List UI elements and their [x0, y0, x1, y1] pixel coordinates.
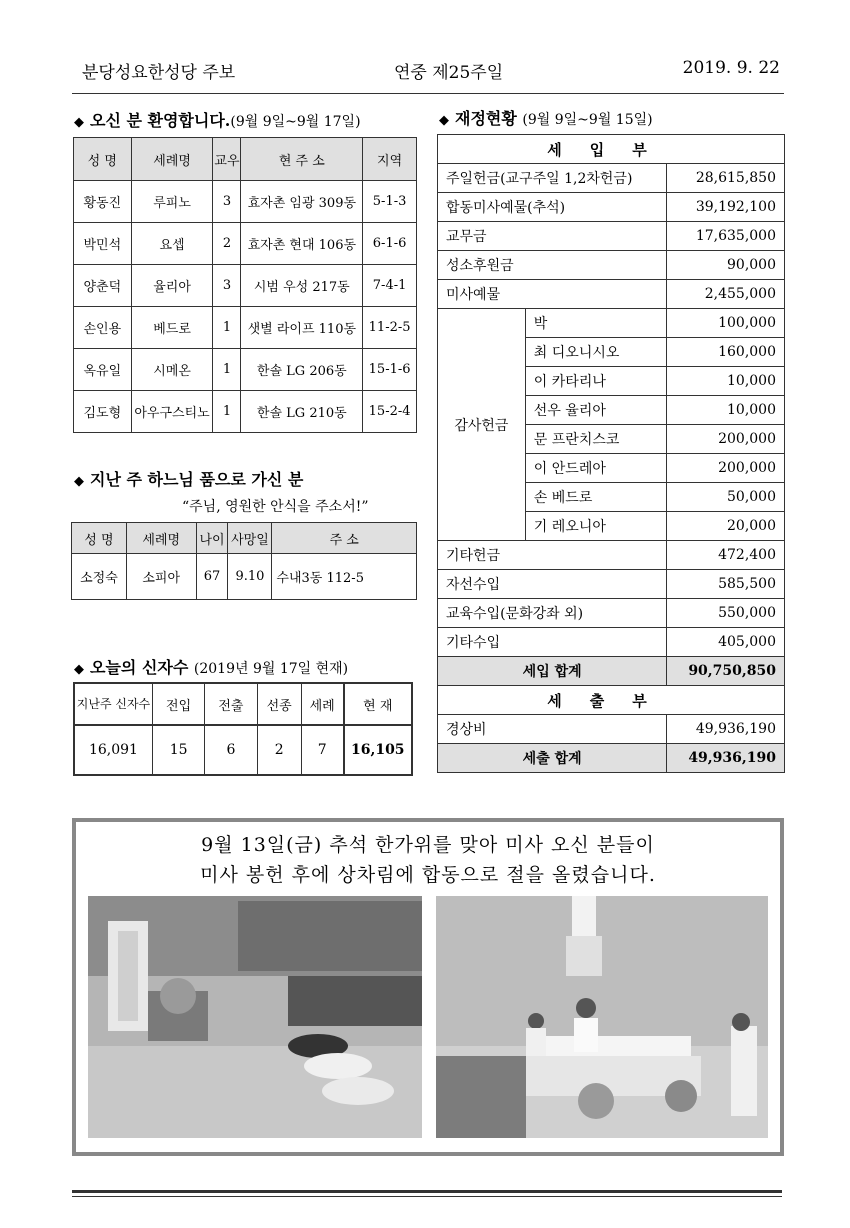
- bowing-ceremony-illustration: [88, 896, 422, 1138]
- cell-baptismal-name: 베드로: [131, 307, 213, 349]
- cell-district: 7-4-1: [363, 265, 417, 307]
- deceased-prayer: “주님, 영원한 안식을 주소서!”: [182, 499, 369, 515]
- donor-amount: 20,000: [667, 512, 785, 541]
- table-row: [74, 223, 417, 265]
- column-header: 사망일: [228, 523, 272, 554]
- header-divider: [72, 93, 784, 94]
- cell-baptismal-name: 요셉: [131, 223, 213, 265]
- finance-title: ◆ 재정현황 (9월 9일~9월 15일): [439, 109, 653, 128]
- deceased-title: ◆ 지난 주 하느님 품으로 가신 분: [74, 470, 304, 489]
- column-header: 지역: [363, 138, 417, 181]
- donor-amount: 10,000: [667, 396, 785, 425]
- cell-district: 15-1-6: [363, 349, 417, 391]
- deceased-table: [71, 522, 417, 600]
- table-row: [438, 222, 785, 251]
- cell-current-count: 16,105: [344, 725, 412, 775]
- table-row: [74, 265, 417, 307]
- cell-count: 2: [213, 223, 241, 265]
- diamond-icon: ◆: [74, 662, 84, 677]
- expense-label: 경상비: [438, 715, 667, 744]
- cell-moved-out: 6: [205, 725, 257, 775]
- donor-amount: 10,000: [667, 367, 785, 396]
- column-header: 세례명: [126, 523, 196, 554]
- expense-total-amount: 49,936,190: [667, 744, 785, 773]
- income-amount: 39,192,100: [667, 193, 785, 222]
- donor-name: 이 안드레아: [525, 454, 667, 483]
- finance-table: [437, 134, 785, 773]
- column-header: 교우: [213, 138, 241, 181]
- expense-total-label: 세출 합계: [438, 744, 667, 773]
- donor-amount: 100,000: [667, 309, 785, 338]
- cell-count: 1: [213, 307, 241, 349]
- income-amount: 550,000: [667, 599, 785, 628]
- cell-date-of-death: 9.10: [228, 554, 272, 600]
- donor-name: 최 디오니시오: [525, 338, 667, 367]
- table-row: [438, 309, 785, 338]
- newcount-asof: (2019년 9월 17일 현재): [193, 661, 349, 677]
- cell-baptismal-name: 소피아: [126, 554, 196, 600]
- photo-caption-line1: 9월 13일(금) 추석 한가위를 맞아 미사 오신 분들이: [201, 834, 655, 856]
- donor-amount: 160,000: [667, 338, 785, 367]
- donor-name: 기 레오니아: [525, 512, 667, 541]
- cell-name: 박민석: [74, 223, 132, 265]
- table-row: [438, 715, 785, 744]
- income-label: 기타수입: [438, 628, 667, 657]
- table-row: [74, 349, 417, 391]
- cell-previous-count: 16,091: [74, 725, 152, 775]
- donor-name: 박: [525, 309, 667, 338]
- cell-baptized: 7: [301, 725, 343, 775]
- diamond-icon: ◆: [439, 113, 449, 128]
- income-total-label: 세입 합계: [438, 657, 667, 686]
- liturgical-week: 연중 제25주일: [394, 63, 504, 83]
- welcome-header-row: [74, 138, 417, 181]
- newcount-table: [73, 682, 413, 776]
- donor-amount: 200,000: [667, 425, 785, 454]
- cell-baptismal-name: 율리아: [131, 265, 213, 307]
- finance-period: (9월 9일~9월 15일): [522, 112, 653, 128]
- column-header: 전출: [205, 683, 257, 725]
- table-row: [438, 193, 785, 222]
- cell-count: 3: [213, 181, 241, 223]
- income-label: 자선수입: [438, 570, 667, 599]
- table-row: [74, 307, 417, 349]
- donor-name: 손 베드로: [525, 483, 667, 512]
- table-row: [438, 570, 785, 599]
- income-amount: 405,000: [667, 628, 785, 657]
- donor-name: 이 카타리나: [525, 367, 667, 396]
- welcome-title: ◆ 오신 분 환영합니다.(9월 9일~9월 17일): [74, 111, 361, 130]
- cell-address: 수내3동 112-5: [272, 554, 417, 600]
- cell-name: 양춘덕: [74, 265, 132, 307]
- cell-district: 15-2-4: [363, 391, 417, 433]
- footer-divider-thick: [72, 1190, 782, 1193]
- cell-name: 황동진: [74, 181, 132, 223]
- column-header: 세례: [301, 683, 343, 725]
- table-row: [438, 599, 785, 628]
- income-label: 교육수입(문화강좌 외): [438, 599, 667, 628]
- income-total-amount: 90,750,850: [667, 657, 785, 686]
- cell-address: 한솔 LG 206동: [241, 349, 363, 391]
- cell-baptismal-name: 루피노: [131, 181, 213, 223]
- cell-count: 1: [213, 349, 241, 391]
- thanks-offering-label: 감사헌금: [438, 309, 526, 541]
- income-label: 성소후원금: [438, 251, 667, 280]
- bulletin-header: [72, 58, 782, 88]
- cell-address: 한솔 LG 210동: [241, 391, 363, 433]
- table-row: [74, 391, 417, 433]
- cell-age: 67: [196, 554, 228, 600]
- column-header: 선종: [257, 683, 301, 725]
- photo-bowing-ceremony: [88, 896, 422, 1138]
- income-amount: 17,635,000: [667, 222, 785, 251]
- table-row: [74, 725, 412, 775]
- diamond-icon: ◆: [74, 115, 84, 130]
- donor-amount: 200,000: [667, 454, 785, 483]
- column-header: 현 주 소: [241, 138, 363, 181]
- footer-divider-thin: [72, 1196, 782, 1197]
- cell-address: 효자촌 현대 106동: [241, 223, 363, 265]
- diamond-icon: ◆: [74, 474, 84, 489]
- expense-header: 세출부: [438, 686, 785, 715]
- column-header: 주 소: [272, 523, 417, 554]
- column-header: 세례명: [131, 138, 213, 181]
- table-row: [438, 541, 785, 570]
- income-label: 주일헌금(교구주일 1,2차헌금): [438, 164, 667, 193]
- cell-address: 샛별 라이프 110동: [241, 307, 363, 349]
- income-amount: 2,455,000: [667, 280, 785, 309]
- deceased-header-row: [72, 523, 417, 554]
- cell-address: 효자촌 임광 309동: [241, 181, 363, 223]
- income-amount: 28,615,850: [667, 164, 785, 193]
- cell-baptismal-name: 아우구스티노: [131, 391, 213, 433]
- mass-altar-illustration: [436, 896, 768, 1138]
- income-amount: 90,000: [667, 251, 785, 280]
- income-total-row: [438, 657, 785, 686]
- welcome-period: (9월 9일~9월 17일): [230, 114, 361, 130]
- column-header: 현 재: [344, 683, 412, 725]
- column-header: 나이: [196, 523, 228, 554]
- issue-date: 2019. 9. 22: [682, 58, 780, 78]
- donor-name: 선우 율리아: [525, 396, 667, 425]
- income-amount: 472,400: [667, 541, 785, 570]
- newcount-header-row: [74, 683, 412, 725]
- table-row: [438, 251, 785, 280]
- column-header: 성 명: [74, 138, 132, 181]
- photo-feature-box: [72, 818, 784, 1156]
- cell-count: 1: [213, 391, 241, 433]
- photo-caption-line2: 미사 봉헌 후에 상차림에 합동으로 절을 올렸습니다.: [200, 864, 656, 886]
- cell-count: 3: [213, 265, 241, 307]
- table-row: [72, 554, 417, 600]
- cell-baptismal-name: 시메온: [131, 349, 213, 391]
- income-label: 기타헌금: [438, 541, 667, 570]
- table-row: [438, 280, 785, 309]
- income-amount: 585,500: [667, 570, 785, 599]
- donor-name: 문 프란치스코: [525, 425, 667, 454]
- cell-address: 시범 우성 217동: [241, 265, 363, 307]
- column-header: 지난주 신자수: [74, 683, 152, 725]
- table-row: [438, 628, 785, 657]
- cell-deceased: 2: [257, 725, 301, 775]
- welcome-table: [73, 137, 417, 433]
- expense-amount: 49,936,190: [667, 715, 785, 744]
- cell-name: 옥유일: [74, 349, 132, 391]
- photo-mass-altar: [436, 896, 768, 1138]
- donor-amount: 50,000: [667, 483, 785, 512]
- table-row: [74, 181, 417, 223]
- cell-district: 6-1-6: [363, 223, 417, 265]
- expense-total-row: [438, 744, 785, 773]
- cell-moved-in: 15: [152, 725, 204, 775]
- cell-district: 11-2-5: [363, 307, 417, 349]
- table-row: [438, 164, 785, 193]
- cell-name: 손인용: [74, 307, 132, 349]
- income-label: 교무금: [438, 222, 667, 251]
- newcount-title: ◆ 오늘의 신자수 (2019년 9월 17일 현재): [74, 658, 349, 677]
- cell-district: 5-1-3: [363, 181, 417, 223]
- column-header: 성 명: [72, 523, 127, 554]
- cell-name: 소정숙: [72, 554, 127, 600]
- income-header: 세입부: [438, 135, 785, 164]
- income-label: 합동미사예물(추석): [438, 193, 667, 222]
- parish-name: 분당성요한성당 주보: [82, 63, 236, 83]
- cell-name: 김도형: [74, 391, 132, 433]
- income-label: 미사예물: [438, 280, 667, 309]
- column-header: 전입: [152, 683, 204, 725]
